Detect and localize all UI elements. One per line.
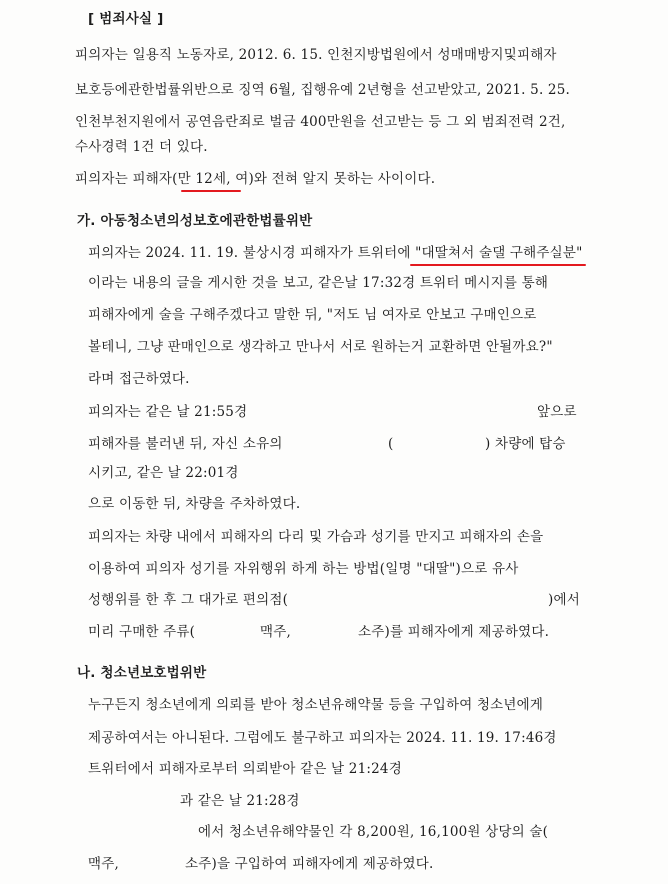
section-b-line-5: 에서 청소년유해약물인 각 8,200원, 16,100원 상당의 술(: [198, 824, 549, 840]
section-a-p2-line-1-right: 앞으로: [537, 404, 577, 420]
section-b-line-2: 제공하여서는 아니된다. 그럼에도 불구하고 피의자는 2024. 11. 19. 17:46경: [88, 730, 557, 746]
section-a-line-1-pre: 피의자는 2024. 11. 19. 불상시경 피해자가 트위터에: [88, 245, 416, 261]
section-a-line-5: 라며 접근하였다.: [88, 371, 190, 387]
section-b-line-6-b: 소주)을 구입하여 피해자에게 제공하였다.: [185, 856, 434, 872]
section-a-p2-line-2-a: 피해자를 불러낸 뒤, 자신 소유의: [88, 436, 283, 452]
section-a-p2-line-3: 시키고, 같은 날 22:01경: [88, 465, 239, 481]
intro-victim-line: [75, 170, 435, 188]
section-b-line-1: 누구든지 청소년에게 의뢰를 받아 청소년유해약물 등을 구입하여 청소년에게: [88, 697, 544, 713]
section-a-p3-line-4-a: 미리 구매한 주류(: [88, 624, 196, 640]
section-a-line-3: 피해자에게 술을 구해주겠다고 말한 뒤, "저도 님 여자로 안보고 구매인으로: [88, 307, 537, 323]
intro-line-2: 보호등에관한법률위반으로 징역 6월, 집행유예 2년형을 선고받았고, 2021. 5. 25.: [75, 82, 570, 98]
intro-victim-pre: 피의자는 피해자(: [75, 171, 178, 187]
section-a-p2-line-4: 으로 이동한 뒤, 차량을 주차하였다.: [88, 496, 301, 512]
section-b-line-3: 트위터에서 피해자로부터 의뢰받아 같은 날 21:24경: [88, 761, 402, 777]
section-a-p2-line-1-left: 피의자는 같은 날 21:55경: [88, 404, 248, 420]
tweet-quote-underline: [410, 264, 586, 266]
section-a-p2-line-2-b: (: [388, 436, 394, 452]
section-b-line-4: 과 같은 날 21:28경: [180, 793, 300, 809]
intro-line-1: 피의자는 일용직 노동자로, 2012. 6. 15. 인천지방법원에서 성매매방지및피해자: [75, 47, 557, 63]
section-a-line-2: 이라는 내용의 글을 게시한 것을 보고, 같은날 17:32경 트위터 메시지를 통해: [88, 275, 549, 291]
section-b-line-6-a: 맥주,: [88, 856, 119, 872]
section-a-p3-line-4-c: 소주)를 피해자에게 제공하였다.: [358, 624, 550, 640]
intro-victim-post: , 여)와 전혀 알지 못하는 사이이다.: [226, 171, 436, 187]
section-a-p3-line-1: 피의자는 차량 내에서 피해자의 다리 및 가슴과 성기를 만지고 피해자의 손을: [88, 529, 544, 545]
intro-line-3: 인천부천지원에서 공연음란죄로 벌금 400만원을 선고받는 등 그 외 범죄전력 2건,: [75, 114, 566, 130]
section-a-line-4: 볼테니, 그냥 판매인으로 생각하고 만나서 서로 원하는거 교환하면 안될까요?": [88, 339, 553, 355]
intro-line-4: 수사경력 1건 더 있다.: [75, 139, 208, 155]
section-a-p3-line-3-a: 성행위를 한 후 그 대가로 편의점(: [88, 592, 289, 608]
document-heading: [ 범죄사실 ]: [88, 11, 164, 27]
section-a-line-1: [88, 244, 583, 262]
section-a-p3-line-3-b: )에서: [548, 592, 580, 608]
section-b-title: 나. 청소년보호법위반: [77, 665, 207, 681]
victim-age-highlight: 만 12세: [177, 171, 227, 187]
victim-age-underline: [181, 190, 241, 192]
section-a-p2-line-2-c: ) 차량에 탑승: [485, 436, 566, 452]
section-a-p3-line-2: 이용하여 피의자 성기를 자위행위 하게 하는 방법(일명 "대딸")으로 유사: [88, 561, 519, 577]
tweet-quote-highlight: "대딸쳐서 술댈 구해주실분": [415, 245, 583, 261]
section-a-p3-line-4-b: 맥주,: [260, 624, 291, 640]
section-a-title: 가. 아동청소년의성보호에관한법률위반: [77, 213, 313, 229]
